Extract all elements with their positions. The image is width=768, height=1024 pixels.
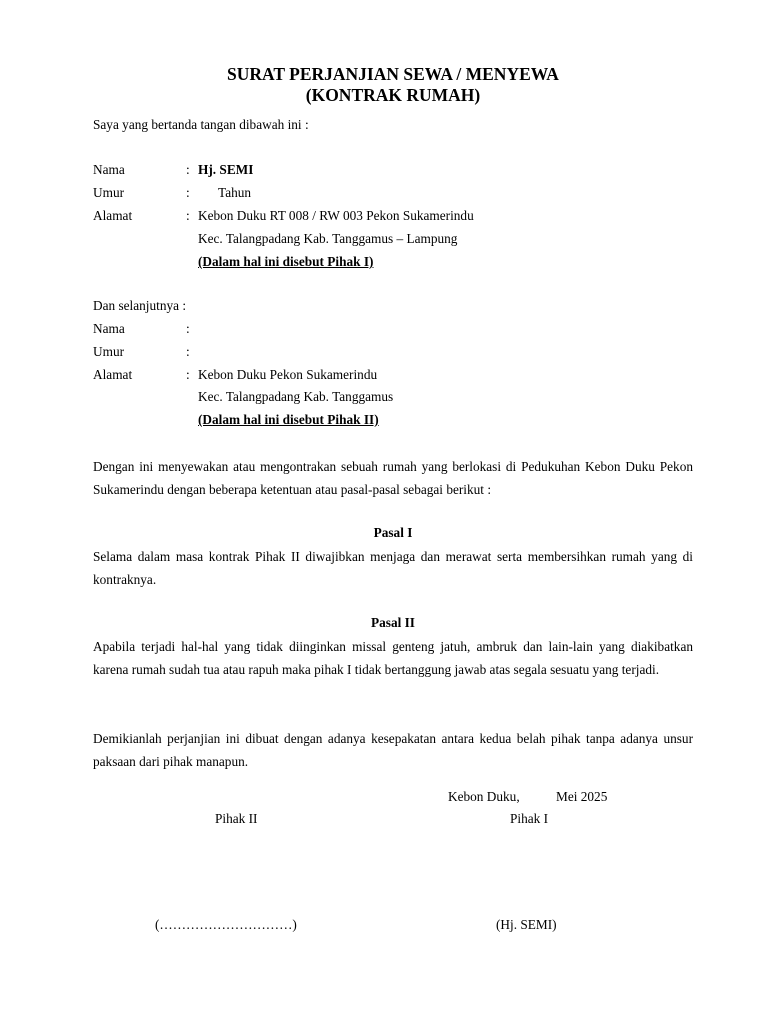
party2-designation: (Dalam hal ini disebut Pihak II) [198, 412, 379, 427]
closing-paragraph: Demikianlah perjanjian ini dibuat dengan adanya kesepakatan antara kedua belah pihak tanpa adanya unsur paksaan dari pihak manapun. [93, 731, 693, 769]
signature-right-label: Pihak I [510, 811, 549, 826]
party1-address-line1: Kebon Duku RT 008 / RW 003 Pekon Sukamerindu [198, 208, 474, 223]
party2-address-label: Alamat [93, 367, 133, 382]
signature-left-name: (…………………………) [155, 917, 297, 932]
pasal1-text: Selama dalam masa kontrak Pihak II diwajibkan menjaga dan merawat serta membersihkan rumah yang di kontraknya. [93, 549, 693, 587]
intro-text: Saya yang bertanda tangan dibawah ini : [93, 117, 309, 132]
statement-paragraph: Dengan ini menyewakan atau mengontrakan sebuah rumah yang berlokasi di Pedukuhan Kebon Duku Pekon Sukamerindu dengan beberapa ketentuan atau pasal-pasal sebagai berikut : [93, 459, 693, 497]
party2-name-colon: : [186, 321, 190, 336]
party2-age-label: Umur [93, 344, 125, 359]
pasal2-heading: Pasal II [371, 615, 415, 630]
party1-age-colon: : [186, 185, 190, 200]
document-title-line2: (KONTRAK RUMAH) [305, 85, 481, 105]
party1-name-label: Nama [93, 162, 125, 177]
party1-address-colon: : [186, 208, 190, 223]
pasal2-text: Apabila terjadi hal-hal yang tidak diinginkan missal genteng jatuh, ambruk dan lain-lain yang diakibatkan karena rumah sudah tua atau rapuh maka pihak I tidak bertanggung jawab atas segala sesuatu yang terjadi. [93, 639, 693, 677]
party2-address-line2: Kec. Talangpadang Kab. Tanggamus [198, 389, 394, 404]
party1-age-label: Umur [93, 185, 125, 200]
party2-address-colon: : [186, 367, 190, 382]
party1-address-line2: Kec. Talangpadang Kab. Tanggamus – Lampung [198, 231, 458, 246]
party1-name-colon: : [186, 162, 190, 177]
party1-name-value: Hj. SEMI [198, 162, 254, 177]
next-intro-text: Dan selanjutnya : [93, 298, 187, 313]
party2-name-label: Nama [93, 321, 125, 336]
pasal1-heading: Pasal I [373, 525, 413, 540]
document-title-line1: SURAT PERJANJIAN SEWA / MENYEWA [227, 64, 559, 84]
signature-left-label: Pihak II [215, 811, 258, 826]
party2-address-line1: Kebon Duku Pekon Sukamerindu [198, 367, 378, 382]
party1-age-value: Tahun [218, 185, 252, 200]
signature-place: Kebon Duku, [448, 789, 520, 804]
party1-designation: (Dalam hal ini disebut Pihak I) [198, 254, 374, 269]
party2-age-colon: : [186, 344, 190, 359]
signature-right-name: (Hj. SEMI) [496, 917, 557, 932]
party1-address-label: Alamat [93, 208, 133, 223]
signature-date: Mei 2025 [556, 789, 608, 804]
